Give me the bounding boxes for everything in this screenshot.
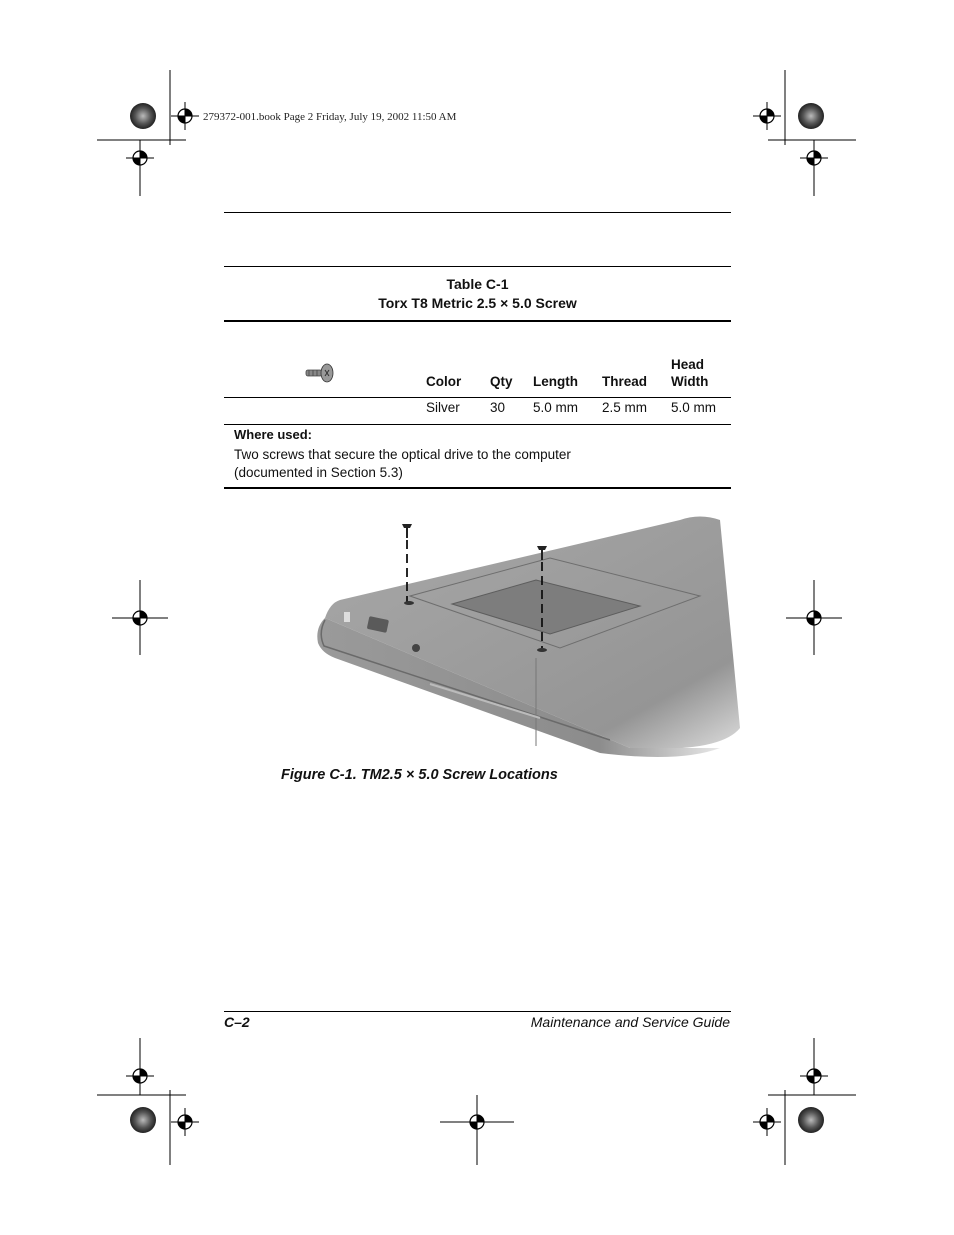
table-bottom-rule <box>224 487 731 489</box>
where-used-label: Where used: <box>234 427 313 442</box>
column-header-color: Color <box>426 374 462 389</box>
footer-rule <box>224 1011 731 1012</box>
figure-caption: Figure C-1. TM2.5 × 5.0 Screw Locations <box>281 767 558 783</box>
cell-length: 5.0 mm <box>533 400 579 415</box>
column-header-head: Head <box>671 357 705 372</box>
screw-icon <box>305 362 339 384</box>
cell-color: Silver <box>426 400 460 415</box>
table-title: Torx T8 Metric 2.5 × 5.0 Screw <box>378 295 577 311</box>
guide-title: Maintenance and Service Guide <box>530 1014 730 1030</box>
column-header-length: Length <box>533 374 578 389</box>
cell-thread: 2.5 mm <box>602 400 648 415</box>
page-number: C–2 <box>224 1014 250 1030</box>
data-row-rule <box>224 424 731 425</box>
column-header-width: Width <box>671 374 709 389</box>
starburst-icon <box>130 1107 156 1133</box>
notebook-bottom-illustration <box>300 508 740 758</box>
starburst-icon <box>130 103 156 129</box>
starburst-icon <box>798 103 824 129</box>
print-header-book-info: 279372-001.book Page 2 Friday, July 19, 2002 11:50 AM <box>203 111 457 123</box>
where-used-line2: (documented in Section 5.3) <box>234 465 403 480</box>
table-number: Table C-1 <box>446 276 509 292</box>
cell-qty: 30 <box>490 400 506 415</box>
where-used-text <box>234 446 654 482</box>
starburst-icon <box>798 1107 824 1133</box>
table-top-rule <box>224 266 731 267</box>
where-used-line1: Two screws that secure the optical drive to the computer <box>234 447 571 462</box>
column-header-thread: Thread <box>602 374 648 389</box>
header-row-rule <box>224 397 731 398</box>
table-caption-rule <box>224 320 731 322</box>
top-rule <box>224 212 731 213</box>
column-header-qty: Qty <box>490 374 513 389</box>
cell-head-width: 5.0 mm <box>671 400 717 415</box>
